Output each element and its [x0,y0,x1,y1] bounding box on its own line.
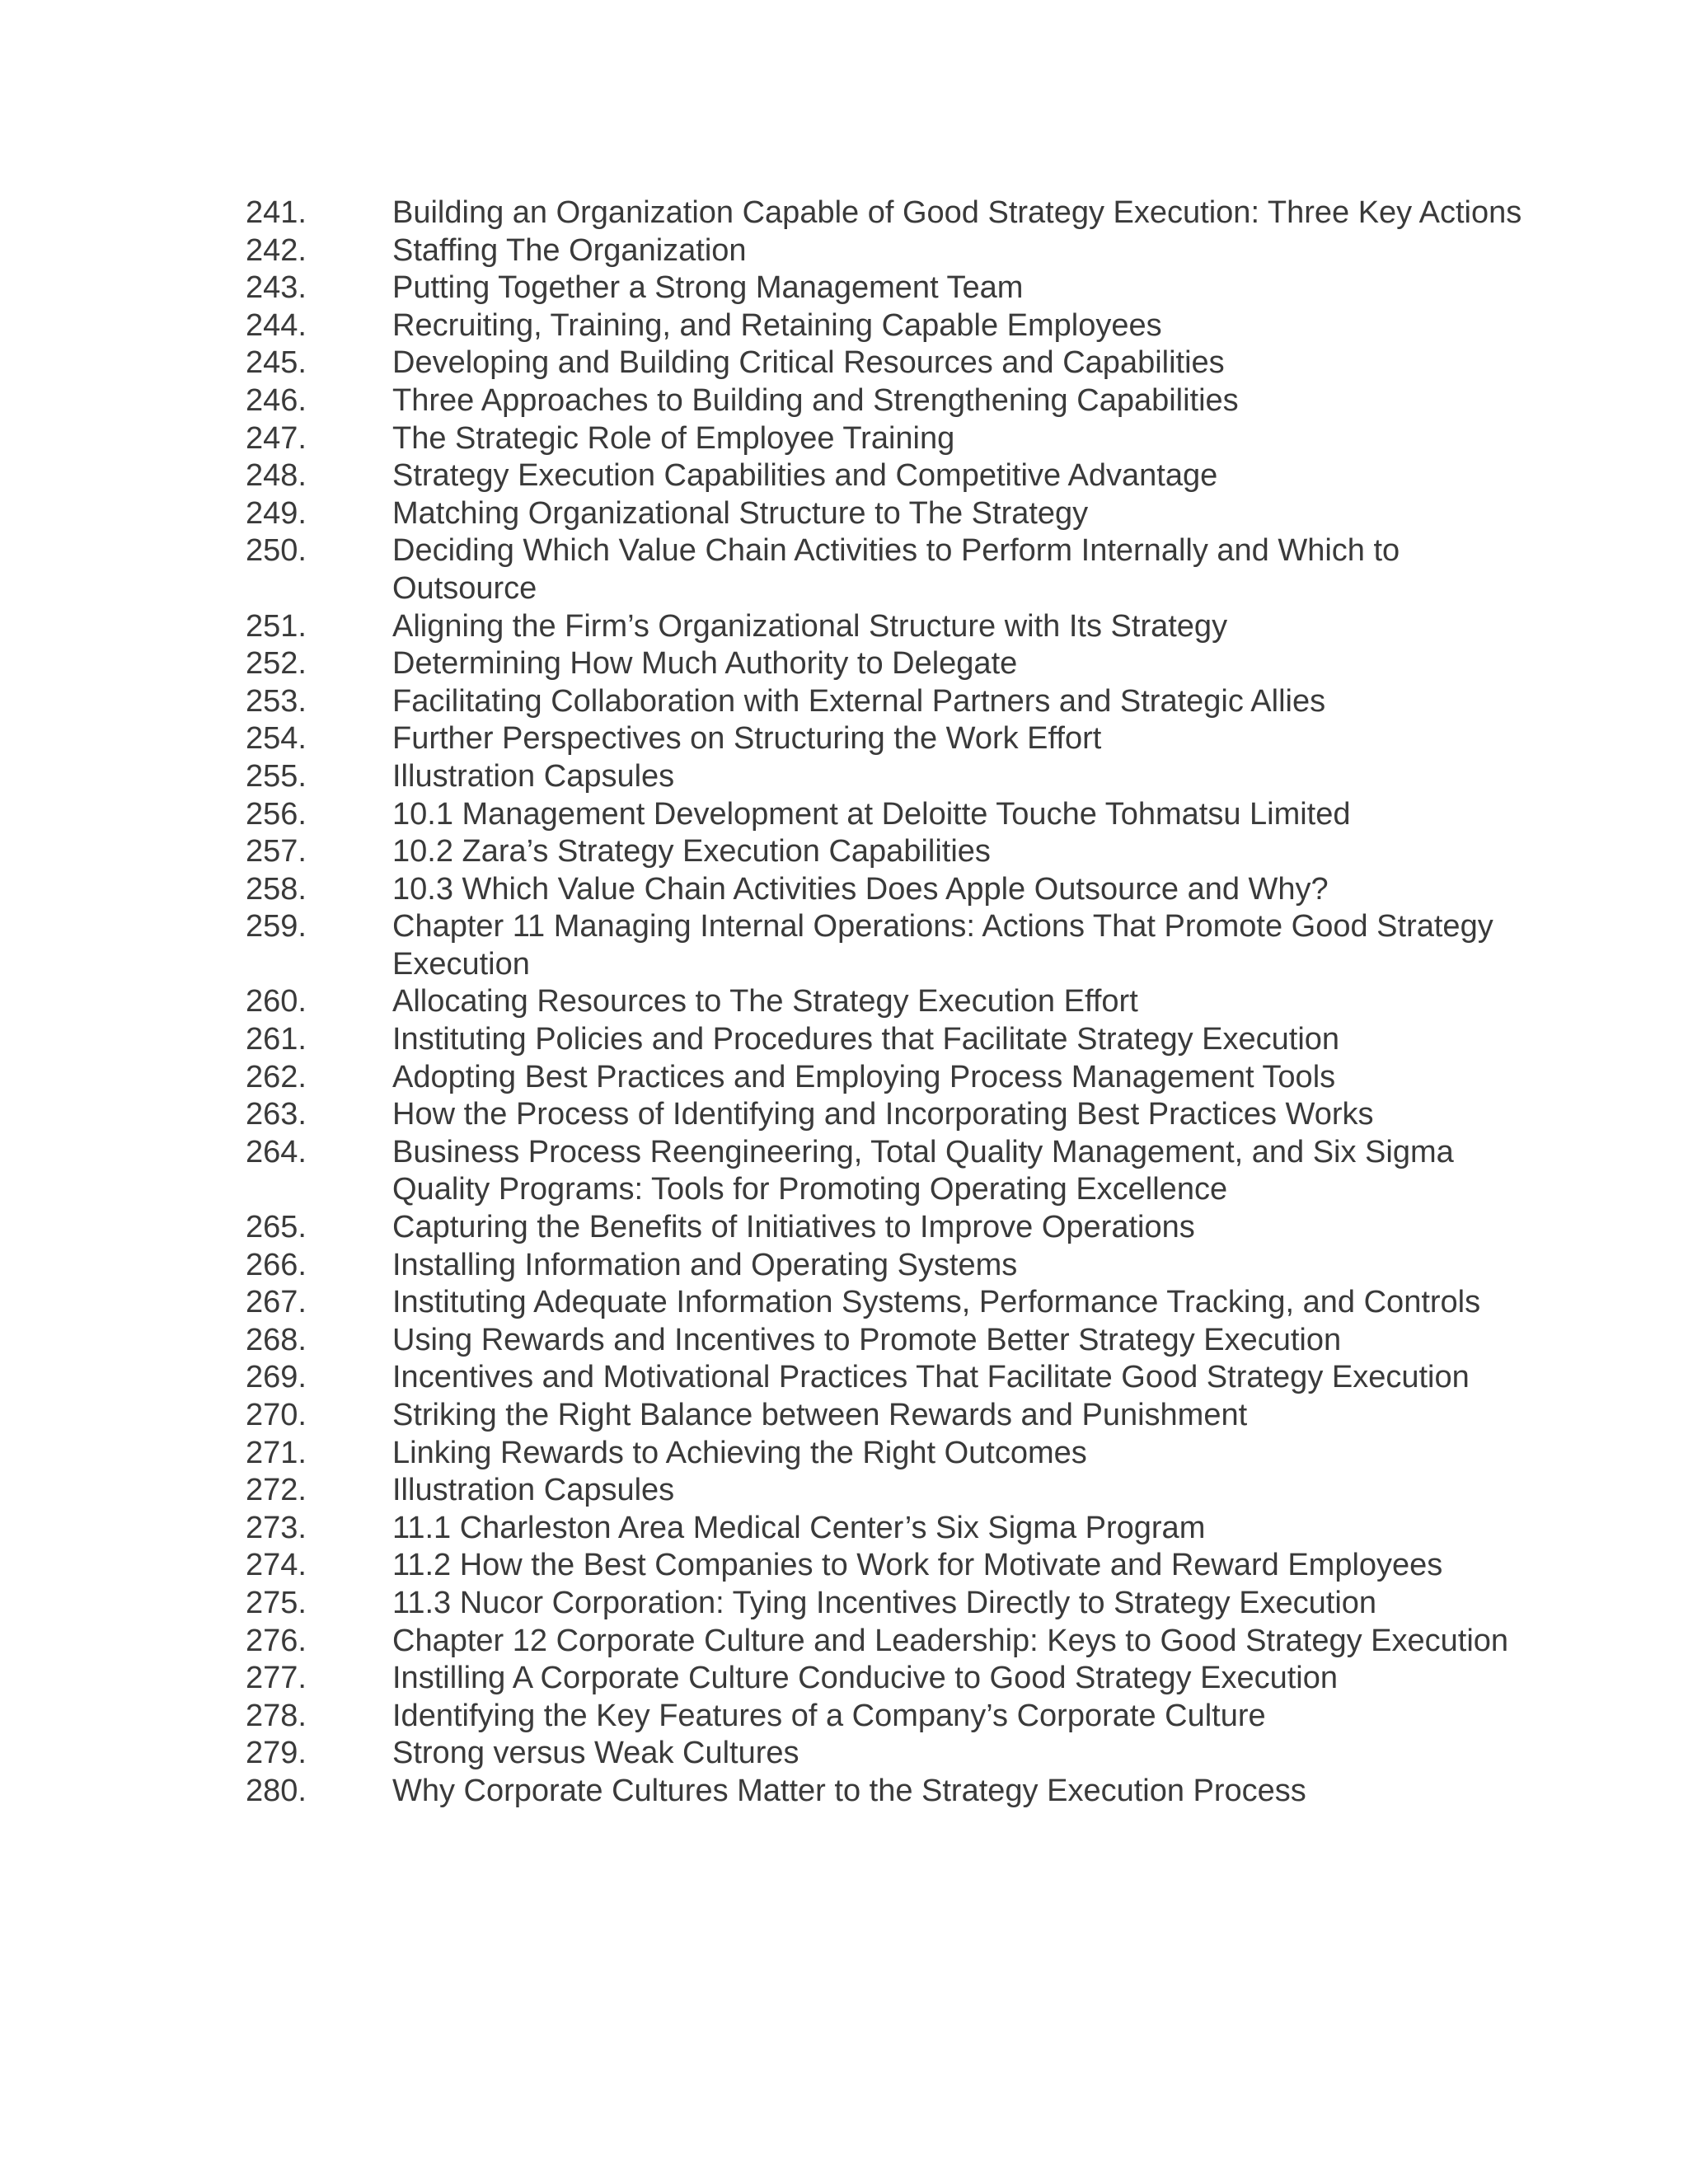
toc-entry [246,495,1531,533]
toc-entry-title: The Strategic Role of Employee Training [392,420,955,456]
toc-entry-title: Illustration Capsules [392,758,675,794]
toc-entry-title: Using Rewards and Incentives to Promote Better Strategy Execution [392,1322,1342,1357]
toc-entry [246,1059,1531,1097]
toc-entry-number: 251. [246,608,307,644]
toc-entry-title: Installing Information and Operating Systems [392,1247,1018,1282]
toc-entry [246,1735,1531,1773]
toc-entry-number: 274. [246,1548,307,1583]
toc-entry-title: 11.2 How the Best Companies to Work for Motivate and Reward Employees [392,1548,1443,1583]
toc-entry-title: 10.2 Zara’s Strategy Execution Capabilities [392,834,991,869]
toc-entry-number: 259. [246,909,307,944]
toc-entry-number: 276. [246,1623,307,1658]
toc-entry-title: Facilitating Collaboration with External Partners and Strategic Allies [392,683,1326,719]
toc-entry-title: 11.1 Charleston Area Medical Center’s Six Sigma Program [392,1510,1206,1545]
toc-entry [246,1209,1531,1247]
toc-entry-number: 271. [246,1435,307,1470]
toc-entry [246,871,1531,909]
toc-entry-title: How the Process of Identifying and Incorporating Best Practices Works [392,1097,1374,1132]
toc-entry-title: Chapter 12 Corporate Culture and Leadership: Keys to Good Strategy Execution [392,1623,1509,1658]
toc-entry-number: 257. [246,834,307,869]
toc-entry [246,758,1531,796]
toc-entry [246,1359,1531,1397]
toc-entry-number: 279. [246,1736,307,1771]
toc-entry-number: 262. [246,1059,307,1094]
toc-entry [246,1247,1531,1285]
toc-entry-title: Matching Organizational Structure to The Strategy [392,495,1089,531]
toc-entry-number: 278. [246,1698,307,1733]
toc-entry-number: 275. [246,1585,307,1620]
toc-entry [246,1472,1531,1510]
toc-entry [246,382,1531,420]
toc-entry-number: 249. [246,495,307,531]
toc-entry-number: 253. [246,683,307,719]
toc-entry-title: Business Process Reengineering, Total Quality Management, and Six Sigma Quality Programs: Tools for Promoting Operating Excellence [392,1134,1454,1207]
table-of-contents-list [246,194,1531,1811]
toc-entry [246,1134,1531,1209]
toc-entry-number: 258. [246,871,307,907]
toc-entry-number: 242. [246,232,307,268]
toc-entry-number: 247. [246,420,307,456]
toc-entry [246,796,1531,834]
toc-entry [246,1322,1531,1360]
toc-entry [246,1773,1531,1811]
toc-entry-title: Instituting Adequate Information Systems, Performance Tracking, and Controls [392,1285,1481,1320]
toc-entry-number: 265. [246,1210,307,1245]
toc-entry-number: 245. [246,345,307,381]
toc-entry [246,608,1531,646]
toc-entry-title: Capturing the Benefits of Initiatives to Improve Operations [392,1210,1195,1245]
toc-entry-title: Strong versus Weak Cultures [392,1736,799,1771]
toc-entry-number: 241. [246,195,307,230]
toc-entry-title: Why Corporate Cultures Matter to the Strategy Execution Process [392,1773,1306,1808]
toc-entry-title: Chapter 11 Managing Internal Operations: Actions That Promote Good Strategy Execution [392,909,1493,982]
toc-entry-number: 255. [246,758,307,794]
toc-entry-number: 252. [246,646,307,682]
toc-entry [246,1021,1531,1059]
toc-entry-title: 11.3 Nucor Corporation: Tying Incentives Directly to Strategy Execution [392,1585,1377,1620]
toc-entry [246,194,1531,232]
toc-entry [246,1547,1531,1585]
toc-entry [246,420,1531,458]
toc-entry [246,1660,1531,1698]
toc-entry [246,232,1531,270]
toc-entry-title: Determining How Much Authority to Delegate [392,646,1018,682]
toc-entry-title: Deciding Which Value Chain Activities to Perform Internally and Which to Outsource [392,533,1400,606]
toc-entry-title: Recruiting, Training, and Retaining Capable Employees [392,307,1162,343]
toc-entry [246,1284,1531,1322]
toc-entry-number: 263. [246,1097,307,1132]
toc-entry-title: Allocating Resources to The Strategy Execution Effort [392,984,1138,1019]
toc-entry [246,983,1531,1021]
toc-entry [246,1397,1531,1435]
toc-entry-number: 280. [246,1773,307,1808]
toc-entry-number: 254. [246,721,307,757]
toc-entry-number: 272. [246,1473,307,1508]
toc-entry-title: Strategy Execution Capabilities and Competitive Advantage [392,458,1218,494]
toc-entry [246,1435,1531,1473]
toc-entry-number: 246. [246,382,307,418]
toc-entry [246,908,1531,983]
toc-entry [246,307,1531,345]
toc-entry-title: 10.1 Management Development at Deloitte Touche Tohmatsu Limited [392,796,1351,832]
toc-entry-number: 266. [246,1247,307,1282]
toc-entry-number: 270. [246,1398,307,1432]
toc-entry-number: 277. [246,1661,307,1696]
toc-entry [246,344,1531,382]
toc-entry [246,1623,1531,1661]
toc-entry-number: 244. [246,307,307,343]
toc-entry [246,457,1531,495]
toc-entry-title: Three Approaches to Building and Strengthening Capabilities [392,382,1239,418]
toc-entry-title: Further Perspectives on Structuring the Work Effort [392,721,1102,757]
toc-entry [246,532,1531,607]
toc-entry [246,683,1531,721]
toc-entry-number: 243. [246,270,307,306]
toc-entry [246,1585,1531,1623]
toc-entry-title: 10.3 Which Value Chain Activities Does Apple Outsource and Why? [392,871,1329,907]
toc-entry-number: 260. [246,984,307,1019]
toc-entry [246,1510,1531,1548]
toc-entry-number: 273. [246,1510,307,1545]
toc-entry-number: 268. [246,1322,307,1357]
toc-entry-number: 250. [246,533,307,569]
toc-entry-title: Developing and Building Critical Resources and Capabilities [392,345,1225,381]
toc-entry-title: Instilling A Corporate Culture Conducive to Good Strategy Execution [392,1661,1338,1696]
toc-entry-title: Illustration Capsules [392,1473,675,1508]
toc-entry [246,720,1531,758]
toc-entry-title: Building an Organization Capable of Good Strategy Execution: Three Key Actions [392,195,1522,230]
toc-entry-title: Striking the Right Balance between Rewards and Punishment [392,1398,1248,1432]
toc-entry-title: Staffing The Organization [392,232,747,268]
toc-entry-title: Instituting Policies and Procedures that Facilitate Strategy Execution [392,1022,1340,1057]
toc-entry-title: Identifying the Key Features of a Company’s Corporate Culture [392,1698,1266,1733]
toc-entry-number: 269. [246,1360,307,1395]
toc-entry-number: 267. [246,1285,307,1320]
toc-entry [246,1698,1531,1736]
toc-entry-number: 264. [246,1134,307,1169]
toc-entry-title: Incentives and Motivational Practices That Facilitate Good Strategy Execution [392,1360,1470,1395]
toc-entry [246,833,1531,871]
toc-entry-title: Adopting Best Practices and Employing Process Management Tools [392,1059,1336,1094]
toc-entry [246,645,1531,683]
toc-entry-title: Aligning the Firm’s Organizational Structure with Its Strategy [392,608,1228,644]
toc-entry-title: Putting Together a Strong Management Team [392,270,1024,306]
toc-entry-number: 256. [246,796,307,832]
toc-entry-number: 261. [246,1022,307,1057]
toc-entry [246,1096,1531,1134]
toc-entry-number: 248. [246,458,307,494]
toc-entry-title: Linking Rewards to Achieving the Right Outcomes [392,1435,1087,1470]
toc-entry [246,269,1531,307]
